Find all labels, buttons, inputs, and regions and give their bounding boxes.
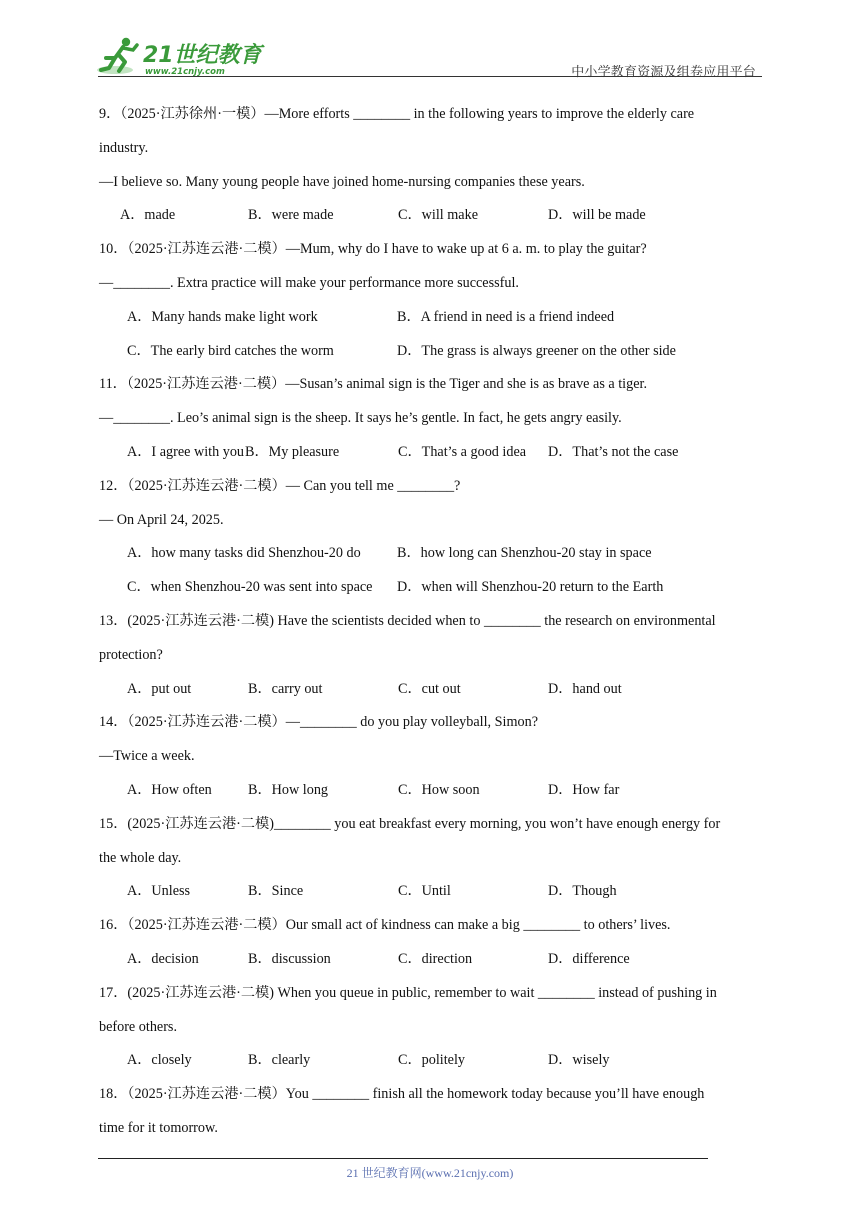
question-item [99,605,764,706]
options-row [99,1044,764,1078]
option-c: C．politely [398,1052,465,1069]
options-row [99,943,764,977]
options-row [99,199,764,233]
svg-text:www.21cnjy.com: www.21cnjy.com [145,67,225,77]
option-b: B．A friend in need is a friend indeed [397,308,615,325]
question-item [99,706,764,807]
options-row [99,774,764,808]
question-line: —________. Extra practice will make your performance more successful. [99,274,519,291]
question-line: —I believe so. Many young people have joined home-nursing companies these years. [99,173,585,190]
question-list [99,98,764,1146]
option-b: B．How long [248,781,329,798]
question-item [99,470,764,605]
options-row [99,673,764,707]
option-c: C．The early bird catches the worm [127,342,334,359]
option-d: D．wisely [548,1052,610,1069]
option-c: C．cut out [398,680,461,697]
question-item [99,98,764,233]
question-item [99,368,764,469]
question-line: — On April 24, 2025. [99,511,224,528]
platform-name: 中小学教育资源及组卷应用平台 [571,65,756,80]
question-item [99,233,764,368]
option-a: A．decision [127,950,199,967]
question-line: —________. Leo’s animal sign is the sheep. It says he’s gentle. In fact, he gets angry easily. [99,410,622,427]
question-line: protection? [99,646,163,663]
question-line: —Twice a week. [99,748,195,765]
question-stem: 14．（2025·江苏连云港·二模）—________ do you play volleyball, Simon? [99,714,538,731]
options-row [99,875,764,909]
question-stem: 9．（2025·江苏徐州·一模）—More efforts ________ in the following years to improve the elderly care [99,106,695,122]
question-stem: 16．（2025·江苏连云港·二模）Our small act of kindness can make a big ________ to others’ lives. [99,917,671,934]
option-a: A．made [120,207,176,224]
question-stem: 12．（2025·江苏连云港·二模）— Can you tell me ________? [99,477,461,494]
footer-source: 21 世纪教育网(www.21cnjy.com) [346,1166,514,1180]
question-stem: 11．（2025·江苏连云港·二模）—Susan’s animal sign is the Tiger and she is as brave as a tiger. [99,376,647,393]
question-item [99,1078,764,1146]
site-logo [95,36,265,78]
question-line: the whole day. [99,849,182,866]
question-stem: 13．(2025·江苏连云港·二模) Have the scientists decided when to ________ the research on environmental [99,612,716,629]
options-row [99,335,764,369]
option-a: A．how many tasks did Shenzhou-20 do [127,545,361,562]
option-c: C．How soon [398,781,480,798]
question-line: industry. [99,139,149,156]
option-b: B．My pleasure [245,443,340,460]
options-row [99,436,764,470]
question-item [99,977,764,1078]
option-d: D．The grass is always greener on the other side [397,342,676,359]
option-d: D．That’s not the case [548,443,679,460]
option-b: B．Since [248,883,304,900]
question-stem: 15．(2025·江苏连云港·二模)________ you eat breakfast every morning, you won’t have enough energy for [99,815,721,832]
option-c: C．will make [398,207,478,224]
question-stem: 10．（2025·江苏连云港·二模）—Mum, why do I have to wake up at 6 a. m. to play the guitar? [99,241,647,258]
option-a: A．I agree with you [127,443,245,460]
option-d: D．How far [548,781,620,798]
option-c: C．when Shenzhou-20 was sent into space [127,579,373,596]
question-stem: 17．(2025·江苏连云港·二模) When you queue in public, remember to wait ________ instead of pushing in [99,984,717,1001]
option-d: D．will be made [548,207,646,224]
question-item [99,808,764,909]
option-d: D．Though [548,883,617,900]
options-row [99,571,764,605]
options-row [99,301,764,335]
footer-divider [98,1158,708,1159]
option-d: D．hand out [548,680,622,697]
question-line: time for it tomorrow. [99,1119,218,1136]
option-b: B．how long can Shenzhou-20 stay in space [397,545,652,562]
option-c: C．That’s a good idea [398,443,527,460]
option-d: D．when will Shenzhou-20 return to the Earth [397,579,664,596]
question-stem: 18．（2025·江苏连云港·二模）You ________ finish all the homework today because you’ll have enough [99,1086,705,1103]
option-b: B．discussion [248,950,331,967]
header-divider [98,76,762,77]
option-a: A．Many hands make light work [127,308,318,325]
svg-text:21世纪教育: 21世纪教育 [143,43,262,68]
option-a: A．How often [127,781,212,798]
runner-icon [95,36,265,78]
question-item [99,909,764,977]
option-a: A．Unless [127,883,191,900]
option-c: C．direction [398,950,473,967]
option-a: A．closely [127,1052,192,1069]
options-row [99,537,764,571]
option-b: B．carry out [248,680,323,697]
option-b: B．were made [248,207,334,224]
option-a: A．put out [127,680,192,697]
option-c: C．Until [398,883,451,900]
option-b: B．clearly [248,1052,311,1069]
option-d: D．difference [548,950,630,967]
question-line: before others. [99,1018,177,1035]
